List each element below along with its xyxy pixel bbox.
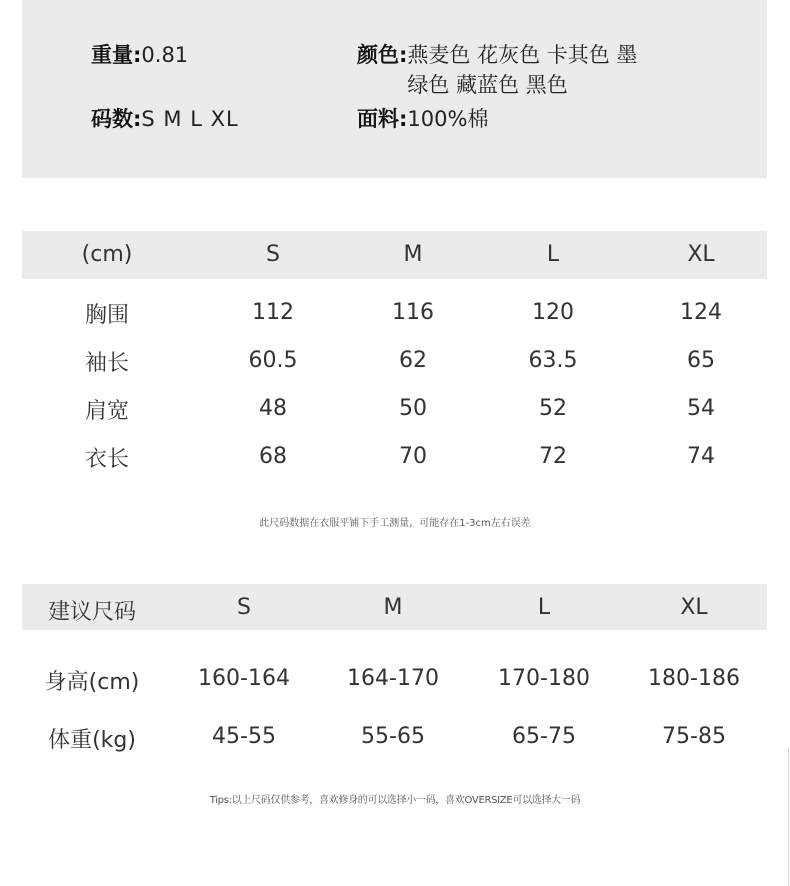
- size-cell: 70: [399, 444, 427, 469]
- recommend-cell: 160-164: [198, 666, 290, 691]
- size-header-unit: (cm): [81, 242, 133, 267]
- size-cell: 54: [687, 396, 715, 421]
- recommend-row-label: 体重(kg): [48, 728, 136, 753]
- color-field: [357, 40, 637, 99]
- size-row-label: 袖长: [84, 351, 130, 376]
- size-cell: 50: [399, 396, 427, 421]
- recommend-cell: 55-65: [361, 724, 425, 749]
- recommend-cell: 180-186: [648, 666, 740, 691]
- recommend-row-label: 身高(cm): [44, 670, 140, 695]
- size-cell: 120: [532, 300, 574, 325]
- recommend-header-xl: XL: [680, 595, 708, 620]
- recommend-cell: 164-170: [347, 666, 439, 691]
- color-value-line2: 绿色 藏蓝色 黑色: [407, 73, 568, 97]
- color-label: 颜色:: [357, 43, 408, 67]
- weight-value: 0.81: [141, 43, 189, 67]
- sizes-field: [91, 104, 239, 135]
- size-cell: 74: [687, 444, 715, 469]
- recommend-header-title: 建议尺码: [47, 600, 137, 625]
- fabric-field: [357, 104, 488, 135]
- size-cell: 68: [259, 444, 287, 469]
- size-cell: 63.5: [528, 348, 578, 373]
- size-cell: 48: [259, 396, 287, 421]
- recommend-header-l: L: [537, 595, 551, 620]
- size-row-label: 胸围: [84, 303, 130, 328]
- weight-label: 重量:: [91, 43, 142, 67]
- size-table-header: [22, 231, 767, 279]
- size-header-l: L: [546, 242, 560, 267]
- recommend-cell: 65-75: [512, 724, 576, 749]
- size-row-label: 衣长: [84, 447, 130, 472]
- size-header-xl: XL: [687, 242, 715, 267]
- recommend-cell: 45-55: [212, 724, 276, 749]
- recommend-header-m: M: [383, 595, 403, 620]
- color-value-line1: 燕麦色 花灰色 卡其色 墨: [407, 43, 638, 67]
- recommend-header-s: S: [237, 595, 251, 620]
- size-cell: 124: [680, 300, 722, 325]
- size-cell: 62: [399, 348, 427, 373]
- size-row-label: 肩宽: [84, 399, 130, 424]
- size-cell: 52: [539, 396, 567, 421]
- edge-divider: [788, 748, 789, 886]
- size-header-s: S: [266, 242, 280, 267]
- size-cell: 116: [392, 300, 434, 325]
- size-cell: 60.5: [248, 348, 298, 373]
- size-cell: 112: [252, 300, 294, 325]
- size-cell: 72: [539, 444, 567, 469]
- fabric-label: 面料:: [357, 107, 408, 131]
- recommend-cell: 75-85: [662, 724, 726, 749]
- size-header-m: M: [403, 242, 423, 267]
- size-cell: 65: [687, 348, 715, 373]
- measurement-note: 此尺码数据在衣服平铺下手工测量，可能存在1-3cm左右误差: [259, 518, 531, 529]
- weight-field: [91, 40, 188, 71]
- recommend-cell: 170-180: [498, 666, 590, 691]
- product-info-panel: [22, 0, 767, 178]
- tips-note: Tips:以上尺码仅供参考，喜欢修身的可以选择小一码，喜欢OVERSIZE可以选择大一码: [209, 795, 581, 806]
- sizes-label: 码数:: [91, 107, 142, 131]
- sizes-value: S M L XL: [141, 107, 239, 131]
- fabric-value: 100%棉: [407, 107, 489, 131]
- color-value: [407, 40, 637, 99]
